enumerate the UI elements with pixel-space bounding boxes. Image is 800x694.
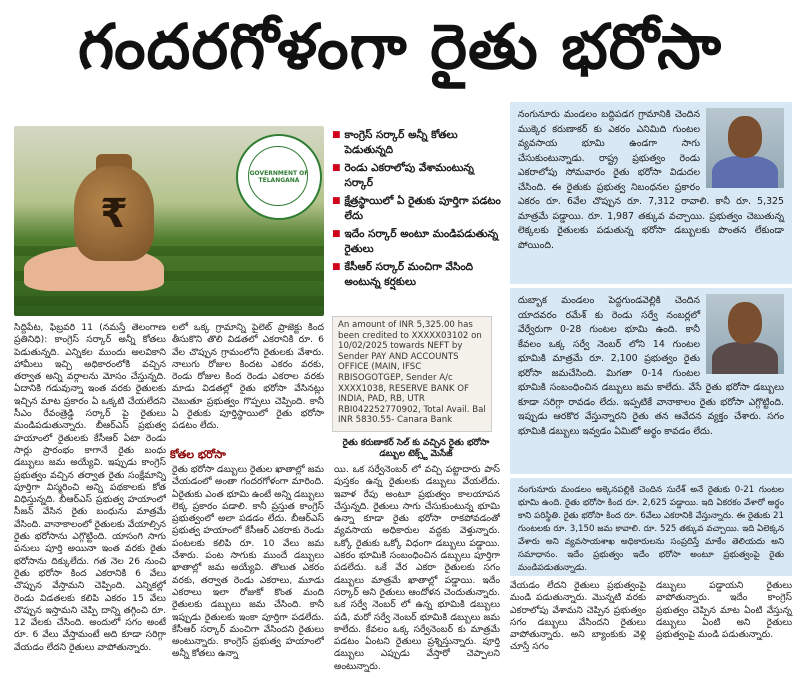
highlight-item: ■ రెండు ఎకరాలోపు వేశామంటున్న సర్కార్ — [332, 162, 474, 189]
case-text-2: దుబ్బాక మండలం పెద్దగుండవెల్లికి చెందిన యాదవరం రమేశ్ కు రెండు సర్వే నంబర్లలో వేర్వేరుగా 0-28 గుంటల భూమి ఉంది. కానీ కేవలం ఒక్క సర్వే నెంబర్ లోని 14 గుంటల భూమికి మాత్రమే రూ. 2,100 ప్రభుత్వం రైతు భరోసా జమచేసింది. మిగతా 0-14 గుంటల భూమికి సంబంధించిన డబ్బులు జమ కాలేదు. వేసే రైతు భరోసా డబ్బులు కూడా సరిగ్గా రావడం లేదు. ఇప్పటికే వానాకాలం రైతు భరోసా ఎగ్గొట్టింది. ఇప్పుడు ఆరకొర వేస్తున్నారని రైతు తన ఆవేదన వ్యక్తం చేశారు. సగం భూమికి డబ్బులు ఇవ్వడం ఏమిటో అర్థం కావడం లేదు. — [518, 295, 784, 437]
article-column-3: యి. ఒక సర్వేనెంబర్ లో వచ్చి పట్టాదారు పాస్ పుస్తకం ఉన్న రైతులకు డబ్బులు వేయలేదు. ఇవాళ రేపు అంటూ ప్రభుత్వం కాలయాపన చేస్తున్నది. రైతులు సాగు చేసుకుంటున్న భూమి ఉన్నా కూడా రైతు భరోసా రాకపోవడంతో వ్యవసాయ అధికారుల వద్దకు వెళ్తున్నారు. ఒక్కో రైతుకు ఒక్కో విధంగా డబ్బులు పడ్డాయి. ఎకరం భూమికి సంబంధించిన డబ్బులు పూర్తిగా పడలేదు. ఒకే వేర ఎకరా రైతులకు సగం డబ్బులు మాత్రమే ఖాతాల్లో పడ్డాయి. ఇదేం సర్కార్ అని రైతులు ఆందోళన చెందుతున్నారు. ఒక సర్వే నెంబర్ లో ఉన్న భూమికి డబ్బులు పడి, మరో సర్వే నెంబర్ భూమికి డబ్బులు జమ కాలేదు. కేవలం ఒక్క సర్వేనెంబర్ కు మాత్రమే పడటం ఏంటని రైతులు ప్రశ్నిస్తున్నారు. పూర్తి డబ్బులు ఎప్పుడు వేస్తారో చెప్పాలని అంటున్నారు. — [334, 464, 500, 672]
case-panel-2 — [510, 288, 792, 474]
highlights-list — [332, 128, 502, 293]
highlight-item: ■ క్షేత్రస్థాయిలో ఏ రైతుకు పూర్తిగా పడటం లేదు — [332, 195, 501, 222]
highlight-item: ■ కాంగ్రెస్ సర్కార్ అన్నీ కోతలు పెడుతున్నది — [332, 129, 458, 156]
farmer-portrait-1 — [706, 108, 784, 188]
telangana-seal-icon — [236, 134, 322, 220]
highlight-item: ■ కేసీఆర్ సర్కార్ మంచిగా వేసింది అంటున్న కర్షకులు — [332, 261, 474, 288]
square-bullet-icon: ■ — [332, 229, 341, 239]
article-column-2b: రైతు భరోసా డబ్బులు రైతుల ఖాతాల్లో జమ చేయడంలో అంతా గందరగోళంగా మారింది. ఏరైతుకు ఎంత భూమి ఉంటే అన్ని డబ్బులు లెక్క ప్రకారం పడాలి. కానీ ప్రస్తుత కాంగ్రెస్ ప్రభుత్వంలో అలా పడడం లేదు. బీఆర్ఎస్ ప్రభుత్వ హయాంలో కేసీఆర్ ఎకరాకు రెండు పంటలకు కలిపి రూ. 10 వేలు జమ చేశారు. పంట సాగుకు ముందే డబ్బులు ఖాతాల్లో జమ అయ్యేవి. తొలుత ఎకరం వరకు, తర్వాత రెండు ఎకరాలు, మూడు ఎకరాలు ఇలా రోజుకో కొంత మంది రైతులకు డబ్బులు జమ చేసింది. కానీ ఇప్పుడు రైతులకు ఇంకా పూర్తిగా పడలేదు. కేసీఆర్ సర్కార్ మంచిగా వేసిందని రైతులు అంటున్నారు. కాంగ్రెస్ ప్రభుత్వ హయాంలో అన్నీ కోతలు ఉన్నా — [172, 464, 324, 660]
headline-title: గందరగోళంగా రైతు భరోసా — [77, 10, 723, 83]
money-sack-icon — [74, 166, 154, 261]
sms-receipt: An amount of INR 5,325.00 has been credited to XXXXX03102 on 10/02/2025 towards NEFT by Sender PAY AND ACCOUNTS OFFICE (MAIN, IFSC RBISOGOTGEP, Sender A/c XXXX1038, RESERVE BANK OF INDIA, PAD, RB, UTR RBI042252770902, Total Avail. Bal INR 5830.55- Canara Bank — [332, 316, 492, 432]
receipt-caption: రైతు కరుణాకర్ సెల్ కు వచ్చిన రైతు భరోసా డబ్బుల టెక్స్ట్ మెసేజ్ — [342, 438, 490, 459]
highlight-item: ■ ఇదేం సర్కార్ అంటూ మండిపడుతున్న రైతులు — [332, 228, 499, 255]
portrait-face — [728, 302, 762, 344]
right-bottom-text — [510, 580, 792, 654]
seal-text: GOVERNMENT OF TELANGANA — [249, 170, 309, 184]
rupee-icon: ₹ — [100, 191, 128, 237]
article-column-1: సిద్దిపేట, ఫిబ్రవరి 11 (నమస్తే తెలంగాణ ప్రతినిధి): కాంగ్రెస్ సర్కార్ అన్నీ కోతలు పెడుతున్నది. ఎన్నికల ముందు అలవికాని హామీలు ఇచ్చి అధికారంలోకి వచ్చిన తర్వాత అన్ని వర్గాలను మోసం చేస్తున్నది. ఏదానికి గడువున్నా ఇంత వరకు రైతులకు ఇచ్చిన మాట ప్రకారం ఏ ఒక్కటి చేయలేదని సీఎం రేవంత్రెడ్డి సర్కార్ పై రైతులు మండిపడుతున్నారు. బీఆర్ఎస్ ప్రభుత్వ హయాంలో రైతులకు కేసీఆర్ ఏటా రెండు సార్లు ప్రారంభం కాగానే రైతు బంధు డబ్బులు జమ అయ్యేవి. ఇప్పుడు కాంగ్రెస్ ప్రభుత్వం వచ్చిన తర్వాత రైతు సంక్షేమాన్ని పూర్తిగా విస్మరించి అన్ని పథకాలకు కోత విధిస్తున్నది. బీఆర్ఎస్ ప్రభుత్వ హయాంలో సీజన్ వేసిన రైతు బంధును మాత్రమే వేసింది. వానాకాలంలో రైతులకు వేయాల్సిన రైతు భరోసాను ఎగ్గొట్టింది. యాసంగి సాగు పనులు పూర్తి అయినా ఇంత వరకు రైతు భరోసాను దిక్కులేదు. గత నెల 26 నుంచి రైతు భరోసా కింద ఎకరానికి 6 వేలు చొప్పున వేస్తామని చెప్పింది. ఎన్నికల్లో రెండు విడతలకు కలిపి ఎకరం 15 వేలు చొప్పున ఇస్తామని చెప్పి దాన్ని తగ్గించి రూ. 12 వేలకు చేసింది. అందులో సగం అంటే రూ. 6 వేలు వేస్తామంటే అది కూడా సరిగ్గా వేయడం లేదని రైతులు వాపోతున్నారు. — [14, 322, 166, 653]
square-bullet-icon: ■ — [332, 130, 341, 140]
right-bottom-col-b: డబ్బులు పడ్డాయని రైతులు వాపోతున్నారు. ఇదేం కాంగ్రెస్ ప్రభుత్వం చెప్పిన మాట ఏంటి వేస్తున్న డబ్బులు ఏంటి అని రైతులు ప్రభుత్వంపై మండి పడుతున్నారు. — [656, 580, 792, 641]
portrait-face — [728, 116, 762, 158]
square-bullet-icon: ■ — [332, 196, 341, 206]
right-bottom-col-a: వేయడం లేదని రైతులు ప్రభుత్వంపై మండి పడుతున్నారు. మొన్నటి వరకు ఎకరాలోపు వేశామని చెప్పిన ప్రభుత్వం సగం డబ్బులు వేసిందని రైతులు వాపోతున్నారు. అని బ్యాంకుకు వెళ్లి చూస్తే సగం — [510, 580, 646, 653]
farmer-portrait-2 — [706, 294, 784, 374]
case-panel-1 — [510, 102, 792, 284]
square-bullet-icon: ■ — [332, 163, 341, 173]
field-row — [14, 296, 324, 306]
square-bullet-icon: ■ — [332, 262, 341, 272]
subheading: కోతల భరోసా — [170, 448, 226, 461]
headline — [0, 0, 800, 108]
case-text-3: నంగునూరు మండలం అక్కెనపల్లికి చెందిన సురేశ్ అనే రైతుకు 0-21 గుంటల భూమి ఉంది. రైతు భరోసా కింద రూ. 2,625 పడ్డాయి. ఇది ఏకరకం వేశారో అర్థం కాని పరిస్థితి. రైతు భరోసా కింద రూ. 6వేలు ఎకరానికి వేస్తున్నారు. ఈ రైతుకు 21 గుంటలకు రూ. 3,150 జమ కావాలి. రూ. 525 తక్కువ వచ్చాయి. ఇది ఏలెక్కన వేశారు అని వ్యవసాయశాఖ అధికారులను సంప్రదిస్తే మాకేం తెలియదు అని సమాధానం. ఇదేం ప్రభుత్వం ఇదేం భరోసా అంటూ ప్రభుత్వంపై రైతు మండిపడుతున్నాడు. — [518, 485, 784, 573]
portrait-shirt — [712, 156, 778, 188]
case-text-1: నంగునూరు మండలం బద్దిపడగ గ్రామానికి చెందిన ముక్కెర కరుణాకర్ కు ఎకరం ఎనిమిది గుంటల వ్యవసాయ భూమి ఉండగా సాగు చేసుకుంటున్నాడు. రాష్ట్ర ప్రభుత్వం రెండు ఎకరాలోపు సోమవారం రైతు భరోసా విడుదల చేసింది. ఈ రైతుకు ప్రభుత్వ నిబంధనల ప్రకారం ఎకరం రూ. 6వేల చొప్పున రూ. 7,312 రావాలి. కానీ రూ. 5,325 మాత్రమే పడ్డాయి. రూ. 1,987 తక్కువ వచ్చాయి. ప్రభుత్వం చెబుతున్న లెక్కలకు రైతులకు పడుతున్న భరోసా డబ్బులకు పొంతన లేకుండా పోయింది. — [518, 109, 784, 251]
case-panel-3 — [510, 478, 792, 576]
farmer-money-photo — [14, 126, 324, 316]
article-column-2: లలో ఒక్క గ్రామాన్ని పైలెట్ ప్రాజెక్టు కింద తీసుకొని తొలి విడతలో ఎకరానికి రూ. 6 వేల చొప్పున గ్రామంలోని రైతులకు వేశారు. నాలుగు రోజుల కిందట ఎకరం వరకు, రెండు రోజుల కింద రెండు ఎకరాల వరకు మాడు విడతల్లో రైతు భరోసా వేసినట్లు చెబుతూ ప్రభుత్వం గొప్పలు చెప్పింది. కానీ ఏ రైతుకు పూర్తిస్థాయిలో రైతు భరోసా పడటం లేదు. — [172, 322, 324, 432]
portrait-shirt — [712, 342, 778, 374]
